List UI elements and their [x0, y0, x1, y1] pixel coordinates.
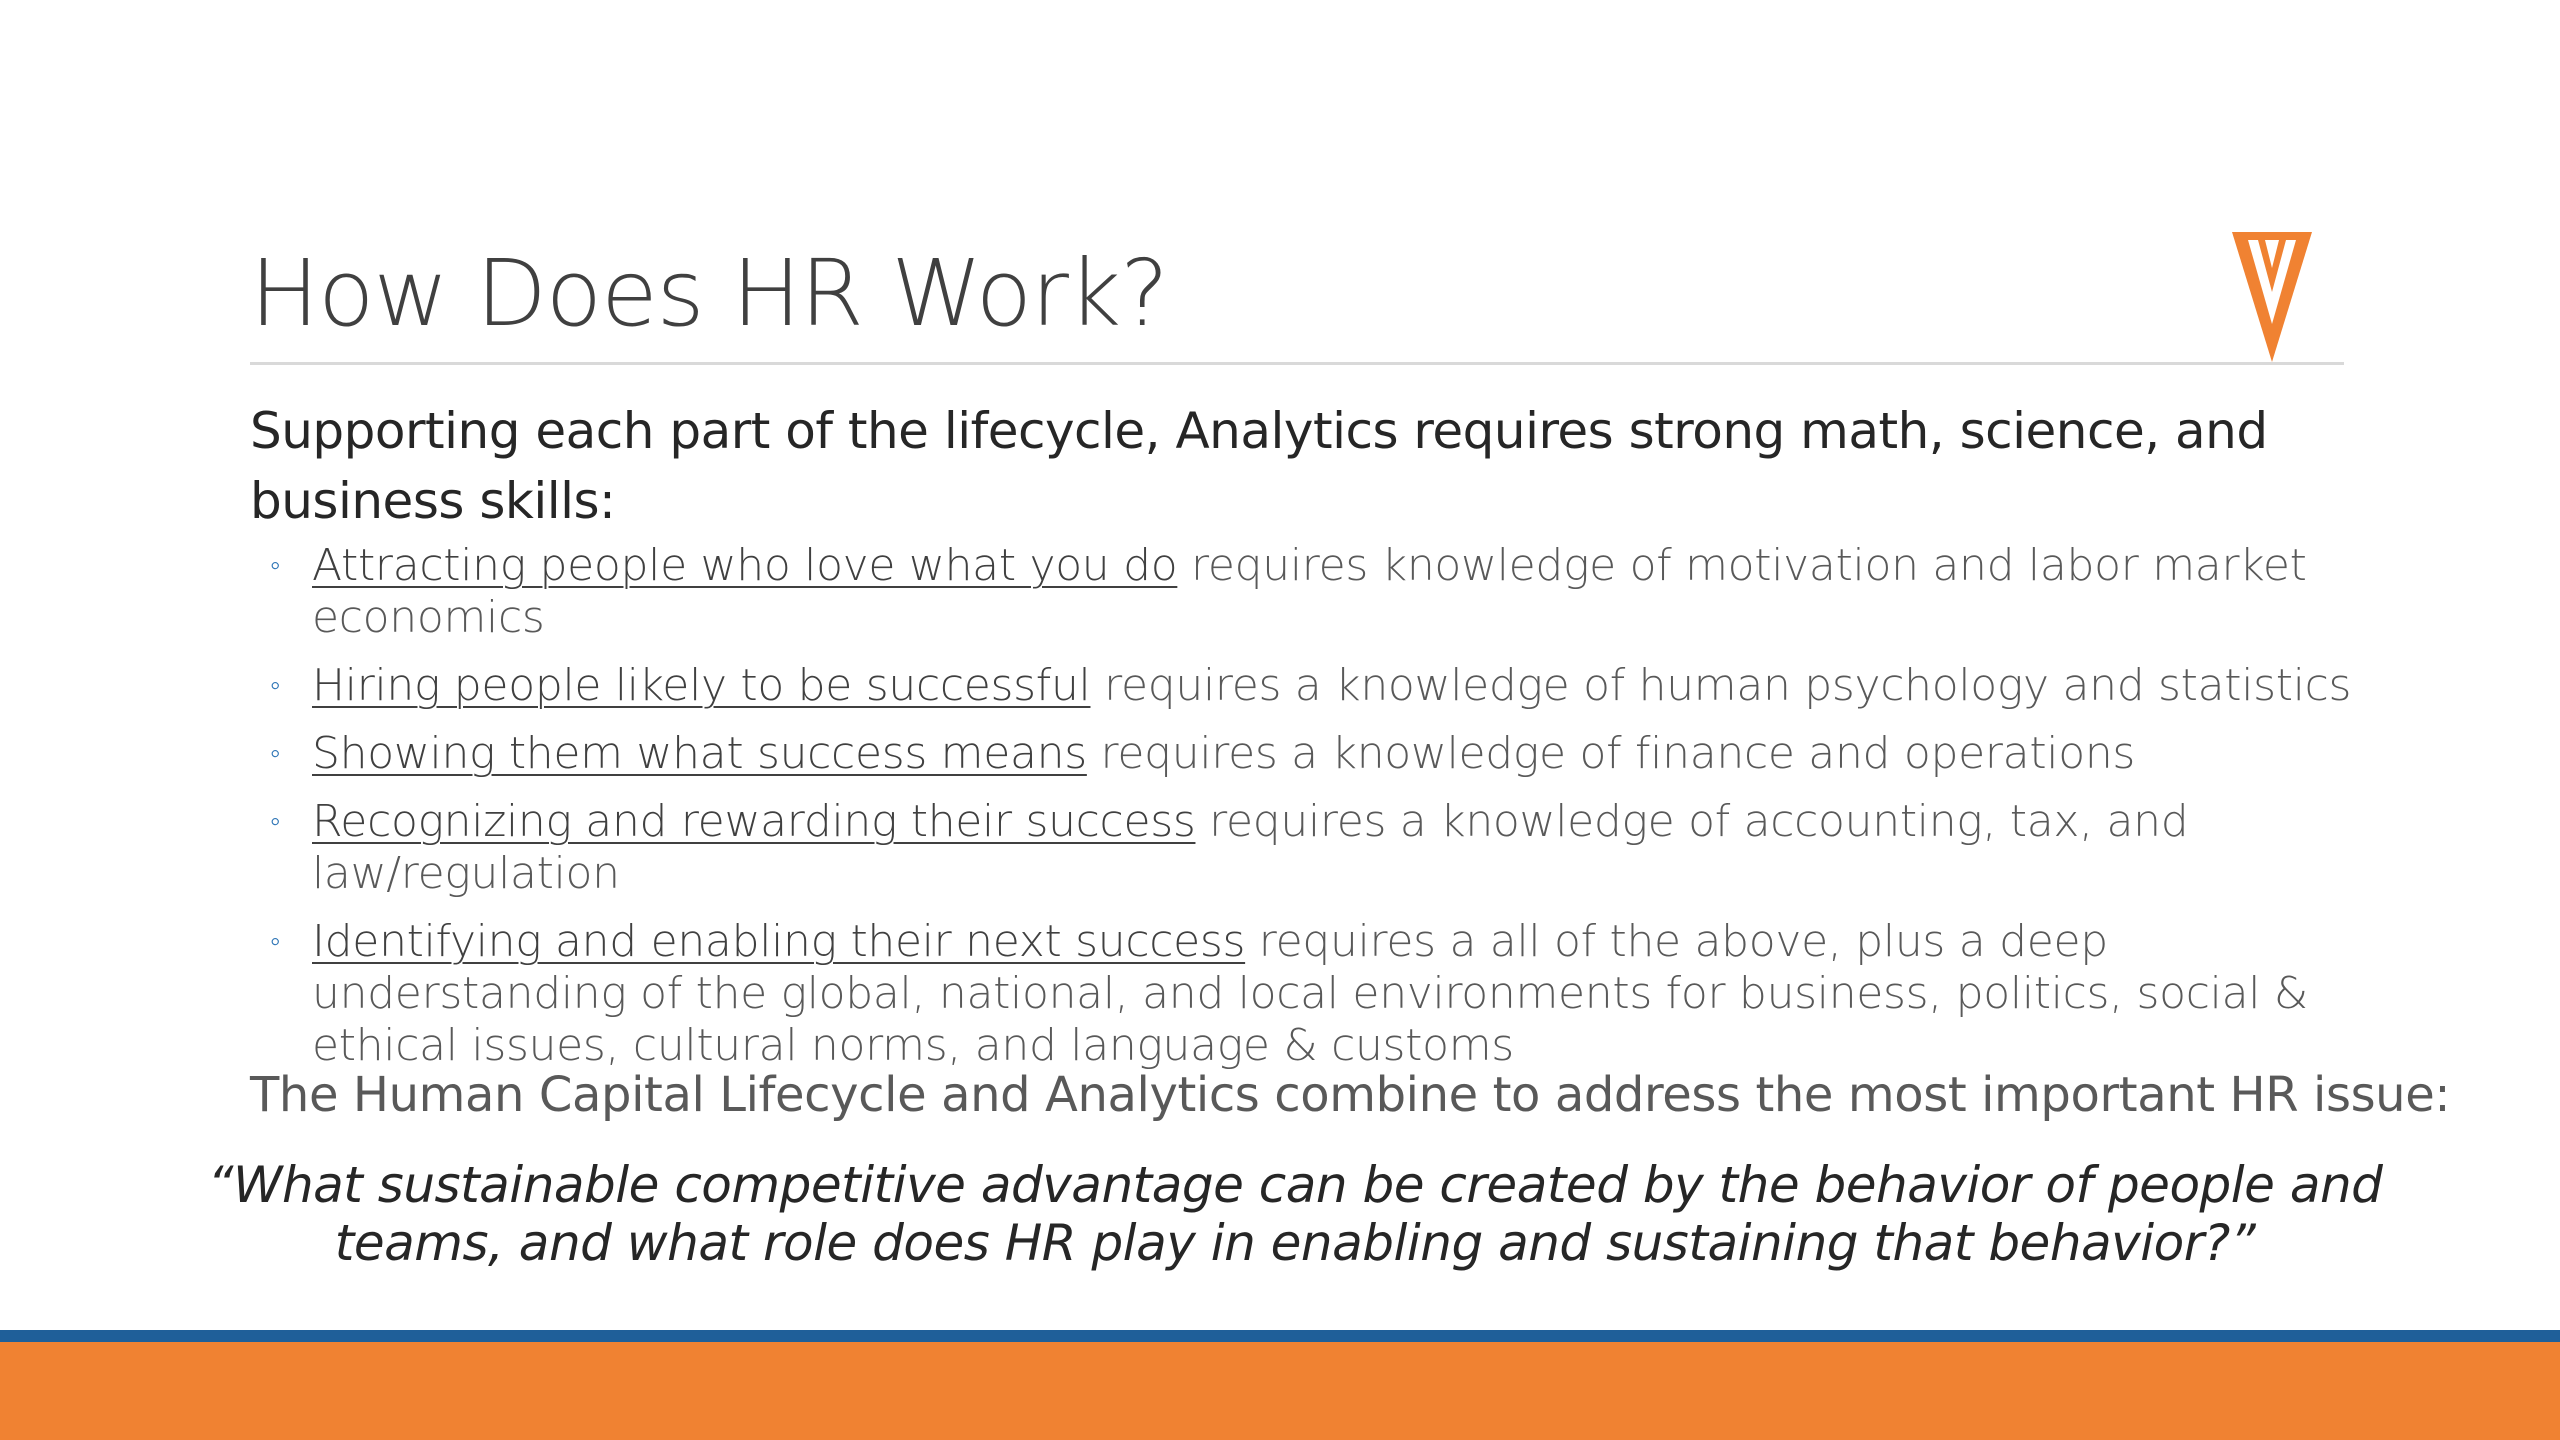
title-divider — [250, 362, 2344, 365]
bullet-marker: ◦ — [270, 548, 281, 583]
bullet-marker: ◦ — [270, 924, 281, 959]
bullet-marker: ◦ — [270, 804, 281, 839]
slide-title: How Does HR Work? — [250, 240, 1169, 347]
intro-text: Supporting each part of the lifecycle, Analytics requires strong math, science, and business skills: — [250, 402, 2268, 530]
list-item — [270, 540, 2360, 644]
footer-blue-band — [0, 1330, 2560, 1342]
bullet-link[interactable]: Hiring people likely to be successful — [312, 660, 1091, 711]
bullet-list — [270, 540, 2360, 1072]
bullet-link[interactable]: Attracting people who love what you do — [312, 540, 1178, 591]
bullet-text: requires a all of the above, plus a deep understanding of the global, national, and local environments for business, politics, social & ethical issues, cultural norms, and language & customs — [312, 916, 2308, 1071]
bullet-marker: ◦ — [270, 668, 281, 703]
bullet-text: requires a knowledge of accounting, tax, and law/regulation — [312, 796, 2189, 899]
footer-orange-band — [0, 1342, 2560, 1440]
summary-text: The Human Capital Lifecycle and Analytics combine to address the most important HR issue: — [250, 1067, 2451, 1123]
bullet-marker: ◦ — [270, 736, 281, 771]
bullet-link[interactable]: Identifying and enabling their next success — [312, 916, 1246, 967]
bullet-text: requires knowledge of motivation and labor market economics — [312, 540, 2307, 643]
bullet-link[interactable]: Showing them what success means — [312, 728, 1087, 779]
list-item — [270, 796, 2360, 900]
v-logo-icon — [2232, 232, 2312, 362]
bullet-link[interactable]: Recognizing and rewarding their success — [312, 796, 1196, 847]
quote-text: “What sustainable competitive advantage can be created by the behavior of people and teams, and what role does HR play in enabling and sustaining that behavior?” — [207, 1156, 2383, 1272]
list-item — [270, 728, 2360, 780]
list-item — [270, 660, 2360, 712]
bullet-text: requires a knowledge of finance and operations — [1086, 728, 2136, 779]
list-item — [270, 916, 2360, 1072]
bullet-text: requires a knowledge of human psychology and statistics — [1090, 660, 2352, 711]
